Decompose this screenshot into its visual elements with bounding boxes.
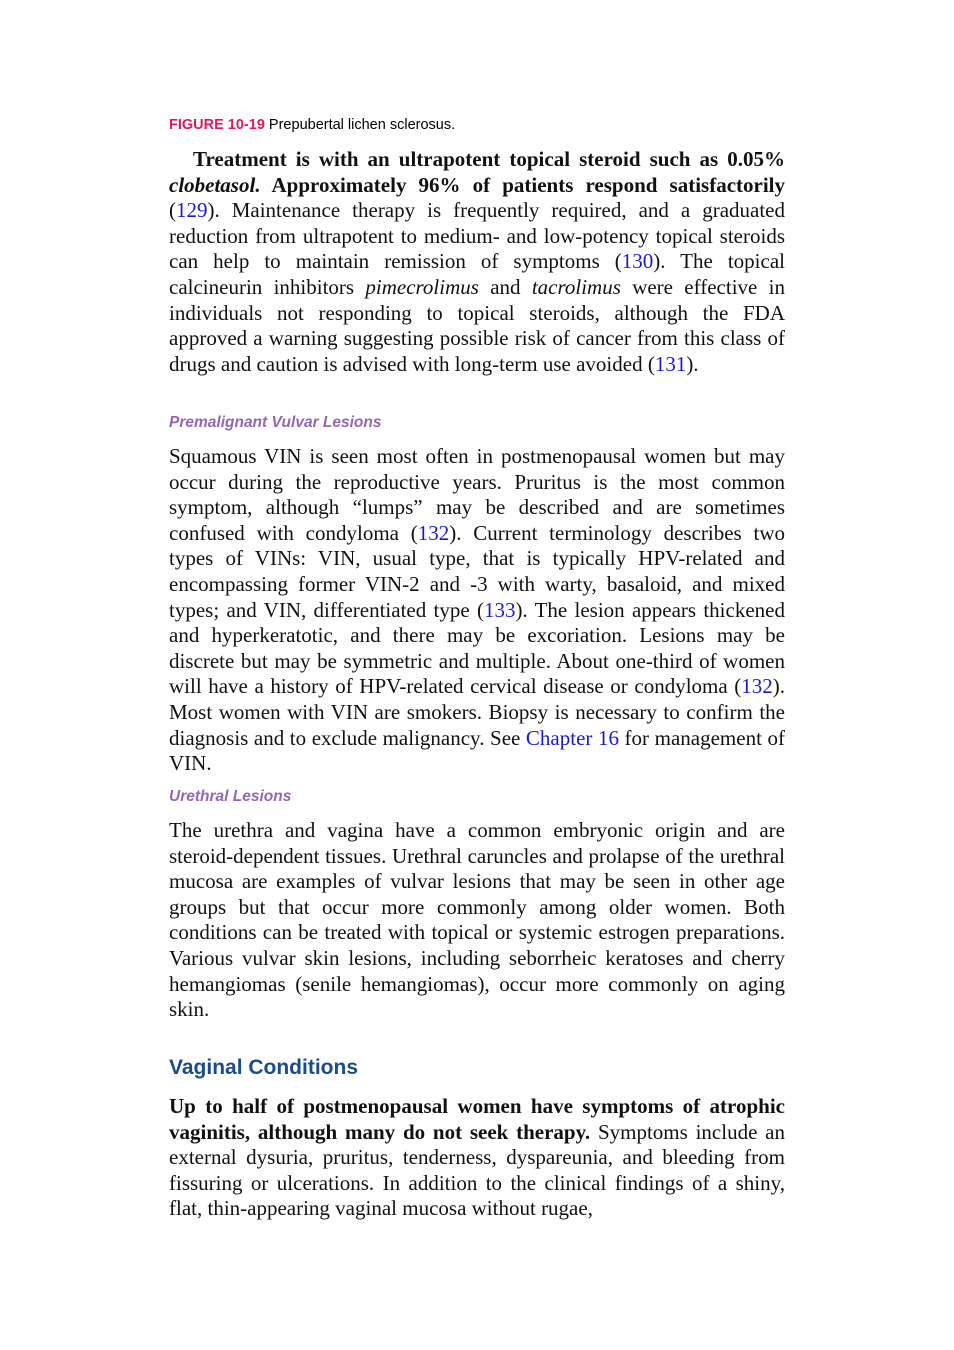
text: for management of VIN. <box>169 725 785 776</box>
text: and <box>478 274 532 299</box>
italic-text: tacrolimus <box>531 274 621 299</box>
figure-caption-text: Prepubertal lichen sclerosus. <box>264 117 456 133</box>
figure-label: FIGURE 10-19 <box>169 117 265 133</box>
text: ). <box>686 351 699 376</box>
paragraph-treatment <box>169 147 785 377</box>
text: Squamous VIN is seen most often in postmenopausal women but may occur during the reproductive years. Pruritus is the most common symptom, although “lumps” may be described and are sometimes confused with condyloma ( <box>169 444 785 545</box>
text: were effective in individuals not responding to topical steroids, although the FDA approved a warning suggesting possible risk of cancer from this class of drugs and caution is advised with long-term use avoided ( <box>169 274 785 376</box>
paragraph-vin <box>169 444 785 777</box>
text: Symptoms include an external dysuria, pruritus, tenderness, dyspareunia, and bleeding from fissuring or ulcerations. In addition to the clinical findings of a shiny, flat, thin-appearing vaginal mucosa without rugae, <box>169 1119 785 1221</box>
paragraph-vaginal <box>169 1094 785 1222</box>
chapter-link[interactable]: Chapter 16 <box>525 725 619 750</box>
reference-link[interactable]: 132 <box>741 674 773 699</box>
bold-italic-text: clobetasol. <box>169 172 261 197</box>
bold-text: Treatment is with an ultrapotent topical steroid such as 0.05% <box>193 147 785 171</box>
text: ). Maintenance therapy is frequently required, and a graduated reduction from ultrapotent to medium- and low-potency topical steroids can help to maintain remission of symptoms ( <box>169 198 785 274</box>
figure-caption <box>169 117 455 133</box>
reference-link[interactable]: 129 <box>176 198 208 223</box>
text: ). The topical calcineurin inhibitors <box>169 249 785 299</box>
italic-text: pimecrolimus <box>365 274 479 299</box>
section-heading-vaginal: Vaginal Conditions <box>169 1056 359 1079</box>
reference-link[interactable]: 132 <box>417 520 450 545</box>
subheading-premalignant: Premalignant Vulvar Lesions <box>169 414 382 431</box>
bold-text: Up to half of postmenopausal women have symptoms of atrophic vaginitis, although many do not seek therapy. <box>169 1094 785 1144</box>
bold-text: Approximately 96% of patients respond satisfactorily <box>260 172 785 197</box>
text: ). Most women with VIN are smokers. Biopsy is necessary to confirm the diagnosis and to exclude malignancy. See <box>169 674 785 750</box>
reference-link[interactable]: 131 <box>654 351 687 376</box>
reference-link[interactable]: 133 <box>483 597 516 622</box>
text: ). The lesion appears thickened and hyperkeratotic, and there may be excoriation. Lesions may be discrete but may be symmetric and multiple. About one-third of women will have a history of HPV-related cervical disease or condyloma ( <box>169 597 785 699</box>
reference-link[interactable]: 130 <box>621 249 654 274</box>
paragraph-urethral: The urethra and vagina have a common embryonic origin and are steroid-dependent tissues. Urethral caruncles and prolapse of the urethral mucosa are examples of vulvar lesions that may be seen in other age groups but that occur more commonly among older women. Both conditions can be treated with topical or systemic estrogen preparations. Various vulvar skin lesions, including seborrheic keratoses and cherry hemangiomas (senile hemangiomas), occur more commonly on aging skin. <box>169 818 785 1022</box>
subheading-urethral: Urethral Lesions <box>169 788 292 805</box>
text: ). Current terminology describes two types of VINs: VIN, usual type, that is typically HPV-related and encompassing former VIN-2 and -3 with warty, basaloid, and mixed types; and VIN, differentiated type ( <box>169 520 785 622</box>
text: ( <box>169 198 176 223</box>
